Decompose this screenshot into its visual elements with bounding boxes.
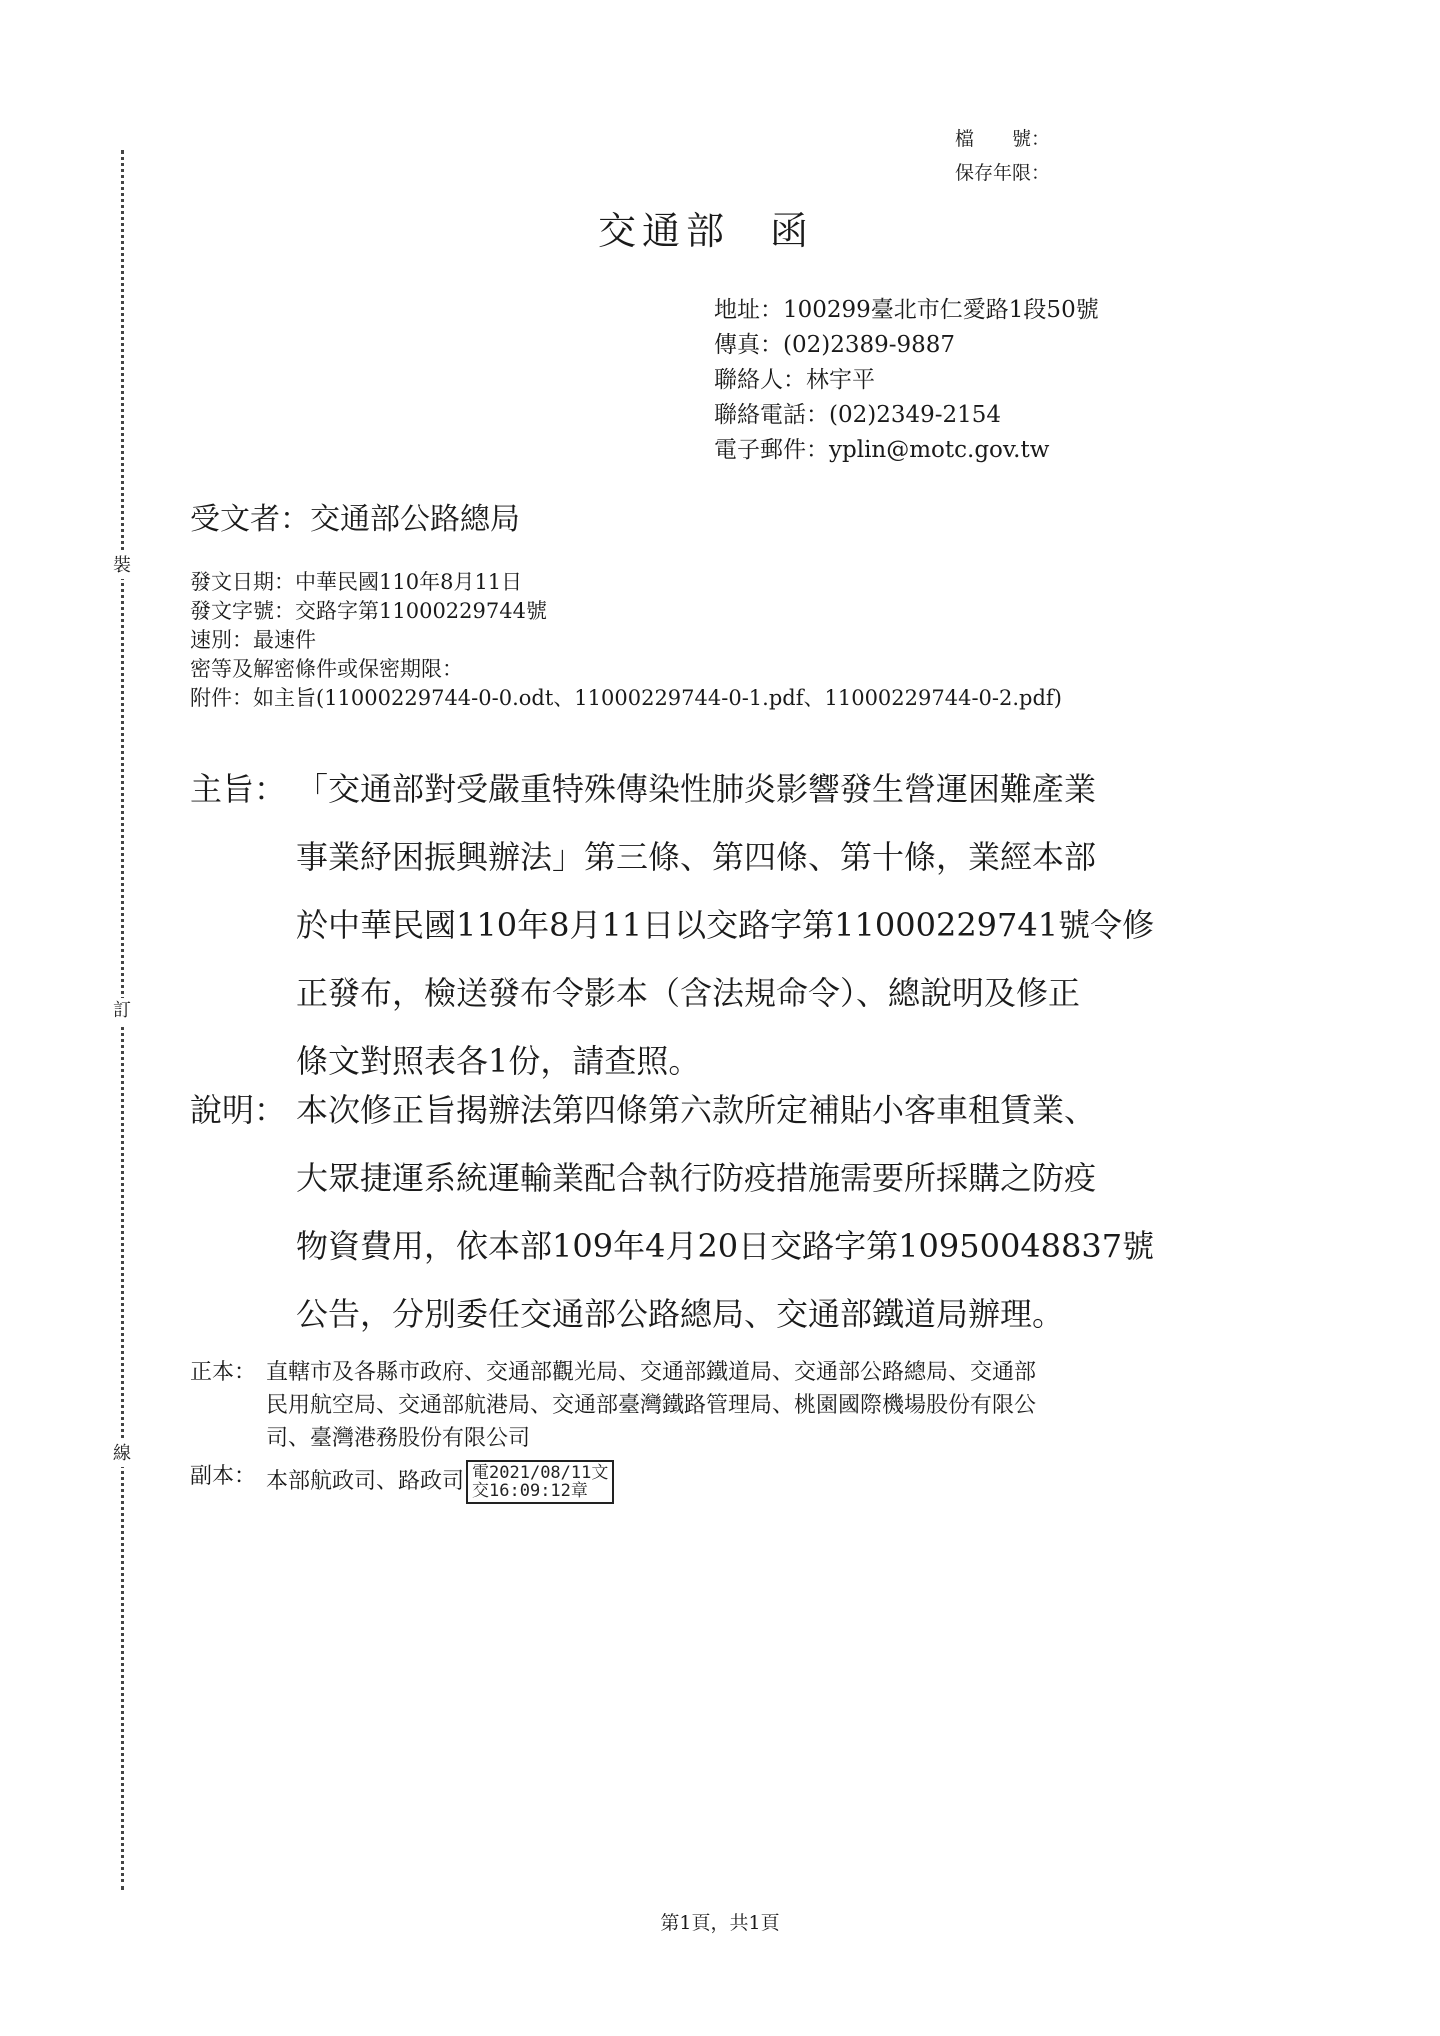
explanation-body xyxy=(296,1076,1236,1348)
dispatch-number: 發文字號：交路字第11000229744號 xyxy=(190,599,547,623)
document-type: 函 xyxy=(770,209,815,253)
document-title xyxy=(598,200,814,255)
sender-email: 電子郵件：yplin@motc.gov.tw xyxy=(714,437,1050,463)
subject-label: 主旨： xyxy=(190,770,287,808)
explanation-section xyxy=(190,1076,1236,1348)
stamp-line: 電2021/08/11文 xyxy=(472,1463,609,1483)
original-copy-list xyxy=(190,1356,1036,1455)
sender-info xyxy=(714,293,1099,468)
sender-phone: 聯絡電話：(02)2349-2154 xyxy=(714,402,1002,428)
retention-period-label: 保存年限： xyxy=(955,162,1051,184)
sender-fax: 傳真：(02)2389-9887 xyxy=(714,332,956,358)
secrecy-level: 密等及解密條件或保密期限： xyxy=(190,657,463,681)
sender-address: 地址：100299臺北市仁愛路1段50號 xyxy=(714,297,1099,323)
explanation-line: 本次修正旨揭辦法第四條第六款所定補貼小客車租賃業、 xyxy=(296,1091,1097,1129)
explanation-line: 公告，分別委任交通部公路總局、交通部鐵道局辦理。 xyxy=(296,1295,1065,1333)
subject-line: 事業紓困振興辦法」第三條、第四條、第十條，業經本部 xyxy=(296,838,1097,876)
binding-label-ding: 訂 xyxy=(108,998,136,1024)
original-copy-line: 民用航空局、交通部航港局、交通部臺灣鐵路管理局、桃園國際機場股份有限公 xyxy=(266,1393,1037,1418)
file-number-label: 檔 號： xyxy=(955,128,1051,150)
explanation-line: 大眾捷運系統運輸業配合執行防疫措施需要所採購之防疫 xyxy=(296,1159,1097,1197)
subject-body xyxy=(296,755,1236,1095)
subject-line: 於中華民國110年8月11日以交路字第11000229741號令修 xyxy=(296,906,1155,944)
subject-line: 正發布，檢送發布令影本（含法規命令）、總說明及修正 xyxy=(296,974,1081,1012)
original-copy-body xyxy=(266,1356,1036,1455)
explanation-label: 說明： xyxy=(190,1091,287,1129)
carbon-copy-list xyxy=(190,1460,614,1504)
speed-class: 速別：最速件 xyxy=(190,628,316,652)
page-number: 第1頁，共1頁 xyxy=(660,1912,780,1934)
original-copy-line: 司、臺灣港務股份有限公司 xyxy=(266,1426,531,1451)
carbon-copy-recipients: 本部航政司、路政司 xyxy=(266,1469,465,1494)
original-copy-line: 直轄市及各縣市政府、交通部觀光局、交通部鐵道局、交通部公路總局、交通部 xyxy=(266,1360,1037,1385)
recipient: 受文者：交通部公路總局 xyxy=(190,502,520,537)
subject-section xyxy=(190,755,1236,1095)
binding-label-zhuang: 裝 xyxy=(108,553,136,579)
sender-contact: 聯絡人：林宇平 xyxy=(714,367,875,393)
carbon-copy-label: 副本： xyxy=(190,1464,257,1489)
electronic-dispatch-stamp xyxy=(466,1460,614,1504)
original-copy-label: 正本： xyxy=(190,1360,257,1385)
attachments: 附件：如主旨(11000229744-0-0.odt、11000229744-0-1.pdf、11000229744-0-2.pdf) xyxy=(190,686,1062,710)
stamp-line: 交16:09:12章 xyxy=(472,1481,588,1501)
carbon-copy-body xyxy=(266,1460,614,1504)
explanation-line: 物資費用，依本部109年4月20日交路字第10950048837號 xyxy=(296,1227,1155,1265)
dispatch-meta xyxy=(190,568,1062,713)
binding-label-xian: 線 xyxy=(108,1441,136,1467)
agency-name: 交通部 xyxy=(598,209,731,253)
subject-line: 「交通部對受嚴重特殊傳染性肺炎影響發生營運困難產業 xyxy=(296,770,1097,808)
dispatch-date: 發文日期：中華民國110年8月11日 xyxy=(190,570,523,594)
subject-line: 條文對照表各1份，請查照。 xyxy=(296,1042,701,1080)
file-meta xyxy=(955,122,1050,190)
